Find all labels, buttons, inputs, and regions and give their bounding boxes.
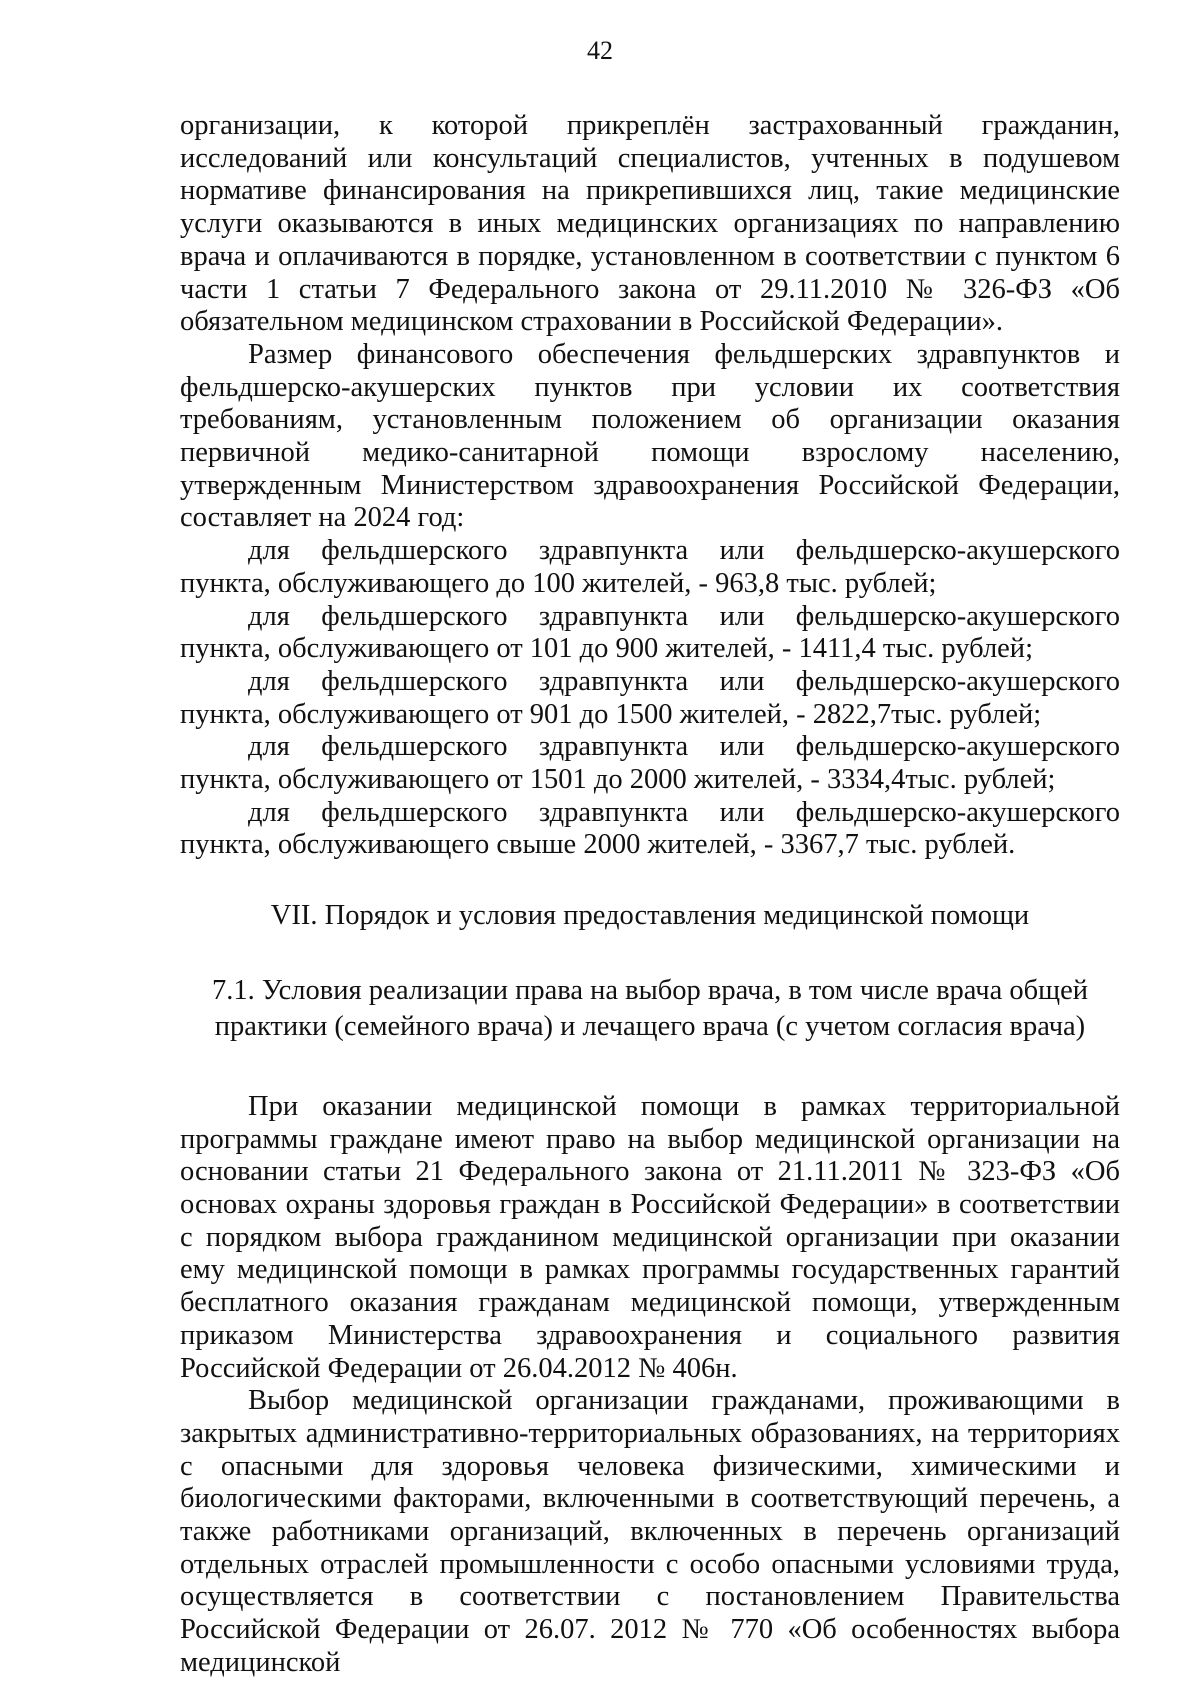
page-number: 42 [587,36,613,65]
section-heading: VII. Порядок и условия предоставления медицинской помощи [270,900,1030,932]
subsection-heading [180,973,1120,1045]
paragraph-choice-of-organization: При оказании медицинской помощи в рамках территориальной программы граждане имеют право на выбор медицинской организации на основании статьи 21 Федерального закона от 21.11.2011 № 323-ФЗ «Об основах охраны здоровья граждан в Российской Федерации» в соответствии с порядком выбора гражданином медицинской организации при оказании ему медицинской помощи в рамках программы государственных гарантий бесплатного оказания гражданам медицинской помощи, утвержденным приказом Министерства здравоохранения и социального развития Российской Федерации от 26.04.2012 № 406н. [180,1090,1120,1384]
list-item: для фельдшерского здравпункта или фельдшерско-акушерского пункта, обслуживающего до 100 жителей, - 963,8 тыс. рублей; [180,535,1120,599]
document-body [180,110,1120,1680]
paragraph-closed-territories: Выбор медицинской организации гражданами, проживающими в закрытых административно-территориальных образованиях, на территориях с опасными для здоровья человека физическими, химическими и биологическими факторами, включенными в соответствующий перечень, а также работниками организаций, включенных в перечень организаций отдельных отраслей промышленности с особо опасными условиями труда, осуществляется в соответствии с постановлением Правительства Российской Федерации от 26.07. 2012 № 770 «Об особенностях выбора медицинской [180,1385,1120,1678]
subsection-heading-line: практики (семейного врача) и лечащего врача (с учетом согласия врача) [214,1010,1086,1042]
list-item: для фельдшерского здравпункта или фельдшерско-акушерского пункта, обслуживающего от 101 до 900 жителей, - 1411,4 тыс. рублей; [180,600,1120,665]
paragraph-continuation: организации, к которой прикреплён застрахованный гражданин, исследований или консультаций специалистов, учтенных в подушевом нормативе финансирования на прикрепившихся лиц, такие медицинские услуги оказываются в иных медицинских организациях по направлению врача и оплачиваются в порядке, установленном в соответствии с пунктом 6 части 1 статьи 7 Федерального закона от 29.11.2010 № 326-ФЗ «Об обязательном медицинском страховании в Российской Федерации». [180,110,1120,338]
paragraph-funding-size: Размер финансового обеспечения фельдшерских здравпунктов и фельдшерско-акушерских пунктов при условии их соответствия требованиям, установленным положением об организации оказания первичной медико-санитарной помощи взрослому населению, утвержденным Министерством здравоохранения Российской Федерации, составляет на 2024 год: [180,338,1120,534]
list-item: для фельдшерского здравпункта или фельдшерско-акушерского пункта, обслуживающего свыше 2000 жителей, - 3367,7 тыс. рублей. [180,796,1120,861]
list-item: для фельдшерского здравпункта или фельдшерско-акушерского пункта, обслуживающего от 901 до 1500 жителей, - 2822,7тыс. рублей; [180,665,1120,730]
list-item: для фельдшерского здравпункта или фельдшерско-акушерского пункта, обслуживающего от 1501 до 2000 жителей, - 3334,4тыс. рублей; [180,731,1120,796]
subsection-heading-line: 7.1. Условия реализации права на выбор врача, в том числе врача общей [212,974,1088,1006]
